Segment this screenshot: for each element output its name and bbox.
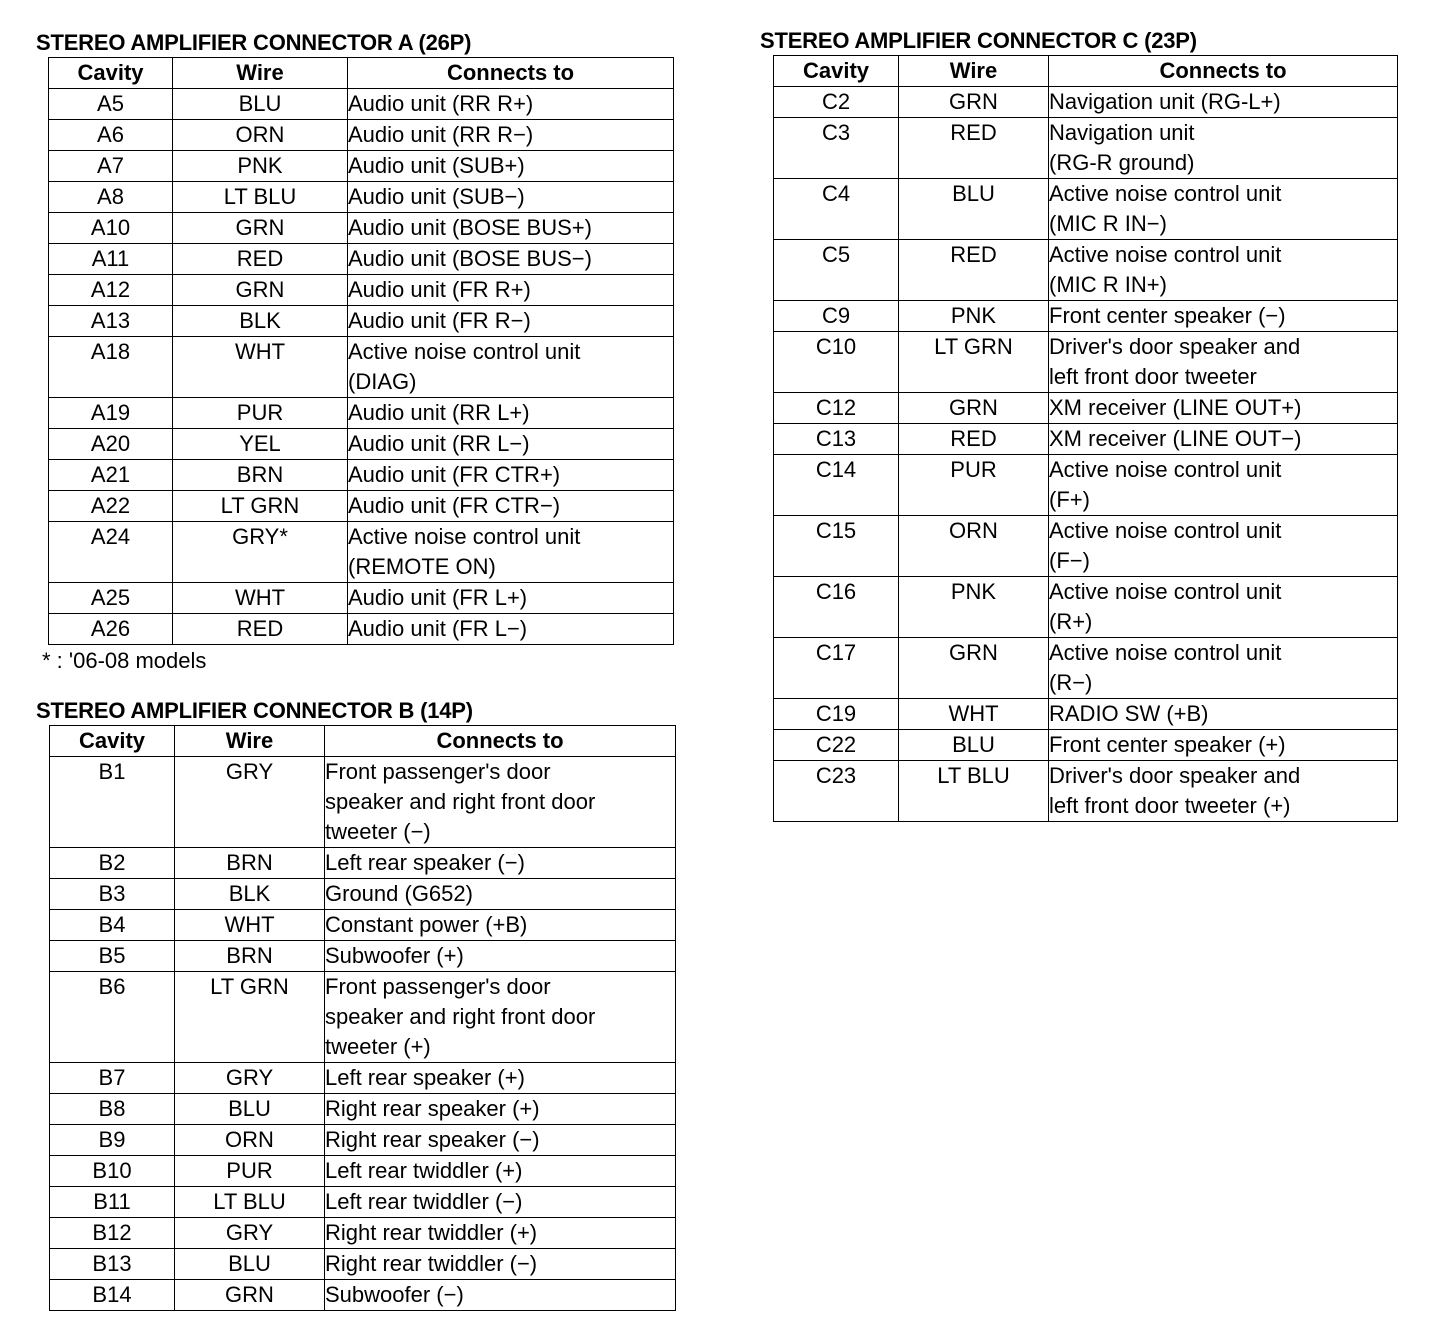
connects-to-line: left front door tweeter — [1049, 364, 1257, 389]
table-row — [49, 151, 674, 182]
table-row — [774, 424, 1398, 455]
table-row — [49, 337, 674, 398]
wire-cell: ORN — [899, 516, 1049, 577]
cavity-cell: C3 — [774, 118, 899, 179]
wire-cell: RED — [899, 424, 1049, 455]
table-row — [774, 730, 1398, 761]
connects-to-cell — [1049, 455, 1398, 516]
table-header-row — [774, 56, 1398, 87]
connects-to-line: Active noise control unit — [348, 339, 581, 364]
wire-cell: LT GRN — [173, 491, 348, 522]
header-wire: Wire — [173, 58, 348, 89]
wire-cell: GRY — [175, 1218, 325, 1249]
connects-to-line: Right rear twiddler (+) — [325, 1220, 538, 1245]
wire-cell: RED — [173, 244, 348, 275]
connects-to-line: Audio unit (RR R−) — [348, 122, 534, 147]
connects-to-line: Audio unit (BOSE BUS−) — [348, 246, 592, 271]
table-row — [774, 118, 1398, 179]
connector-c-title: STEREO AMPLIFIER CONNECTOR C (23P) — [760, 28, 1197, 53]
connects-to-cell — [325, 910, 676, 941]
wire-cell: GRN — [175, 1280, 325, 1311]
table-row — [50, 1187, 676, 1218]
header-cavity: Cavity — [50, 726, 175, 757]
connects-to-cell — [348, 275, 674, 306]
connects-to-line: tweeter (−) — [325, 819, 431, 844]
cavity-cell: B4 — [50, 910, 175, 941]
connects-to-cell — [1049, 577, 1398, 638]
connects-to-cell — [1049, 516, 1398, 577]
table-header-row — [49, 58, 674, 89]
wire-cell: BLU — [175, 1249, 325, 1280]
connects-to-cell — [348, 398, 674, 429]
connects-to-cell — [325, 757, 676, 848]
connects-to-cell — [1049, 301, 1398, 332]
connects-to-line: Active noise control unit — [1049, 242, 1282, 267]
cavity-cell: B6 — [50, 972, 175, 1063]
connects-to-line: RADIO SW (+B) — [1049, 701, 1209, 726]
table-row — [774, 455, 1398, 516]
wire-cell: GRN — [899, 87, 1049, 118]
connects-to-cell — [348, 306, 674, 337]
connects-to-line: (R+) — [1049, 609, 1093, 634]
table-row — [49, 398, 674, 429]
wire-cell: PNK — [899, 301, 1049, 332]
connects-to-line: Left rear speaker (−) — [325, 850, 525, 875]
table-row — [50, 910, 676, 941]
connects-to-cell — [348, 120, 674, 151]
connector-b-rows — [50, 757, 676, 1311]
connects-to-cell — [348, 337, 674, 398]
connects-to-cell — [348, 522, 674, 583]
connects-to-line: (F−) — [1049, 548, 1090, 573]
wire-cell: WHT — [899, 699, 1049, 730]
connects-to-line: (MIC R IN+) — [1049, 272, 1167, 297]
connects-to-cell — [1049, 761, 1398, 822]
table-row — [774, 699, 1398, 730]
connector-c-section — [760, 28, 1398, 822]
wire-cell: BLU — [173, 89, 348, 120]
table-row — [49, 244, 674, 275]
connects-to-cell — [1049, 332, 1398, 393]
connects-to-cell — [1049, 393, 1398, 424]
connects-to-line: Ground (G652) — [325, 881, 473, 906]
connects-to-line: Subwoofer (+) — [325, 943, 464, 968]
wire-cell: BLU — [899, 730, 1049, 761]
cavity-cell: B7 — [50, 1063, 175, 1094]
wire-cell: BLK — [175, 879, 325, 910]
connects-to-line: XM receiver (LINE OUT+) — [1049, 395, 1302, 420]
cavity-cell: A10 — [49, 213, 173, 244]
header-wire: Wire — [175, 726, 325, 757]
table-row — [50, 848, 676, 879]
cavity-cell: B14 — [50, 1280, 175, 1311]
cavity-cell: B9 — [50, 1125, 175, 1156]
cavity-cell: B8 — [50, 1094, 175, 1125]
connects-to-cell — [1049, 424, 1398, 455]
table-row — [50, 1218, 676, 1249]
cavity-cell: C14 — [774, 455, 899, 516]
connects-to-cell — [1049, 87, 1398, 118]
wire-cell: PUR — [899, 455, 1049, 516]
cavity-cell: A12 — [49, 275, 173, 306]
connector-b-section — [36, 698, 676, 1311]
wire-cell: LT BLU — [173, 182, 348, 213]
wire-cell: ORN — [173, 120, 348, 151]
connector-b-title: STEREO AMPLIFIER CONNECTOR B (14P) — [36, 698, 473, 723]
connects-to-line: (F+) — [1049, 487, 1090, 512]
cavity-cell: A5 — [49, 89, 173, 120]
connects-to-cell — [348, 244, 674, 275]
wire-cell: GRN — [899, 638, 1049, 699]
table-row — [49, 120, 674, 151]
wire-cell: GRY — [175, 1063, 325, 1094]
cavity-cell: A18 — [49, 337, 173, 398]
connects-to-line: Audio unit (SUB+) — [348, 153, 525, 178]
cavity-cell: A6 — [49, 120, 173, 151]
cavity-cell: B11 — [50, 1187, 175, 1218]
connects-to-line: Right rear speaker (−) — [325, 1127, 540, 1152]
table-row — [774, 301, 1398, 332]
table-row — [49, 460, 674, 491]
wire-cell: PNK — [899, 577, 1049, 638]
wire-cell: BRN — [173, 460, 348, 491]
connects-to-cell — [348, 151, 674, 182]
connects-to-cell — [325, 1280, 676, 1311]
connects-to-cell — [1049, 118, 1398, 179]
footnote: * : '06-08 models — [42, 648, 207, 673]
cavity-cell: C2 — [774, 87, 899, 118]
connects-to-line: (R−) — [1049, 670, 1093, 695]
table-row — [50, 1249, 676, 1280]
connects-to-cell — [348, 583, 674, 614]
connects-to-cell — [325, 1063, 676, 1094]
cavity-cell: A20 — [49, 429, 173, 460]
wire-cell: RED — [173, 614, 348, 645]
cavity-cell: B13 — [50, 1249, 175, 1280]
wire-cell: PUR — [173, 398, 348, 429]
wire-cell: PNK — [173, 151, 348, 182]
table-row — [50, 1280, 676, 1311]
cavity-cell: C12 — [774, 393, 899, 424]
connects-to-cell — [348, 89, 674, 120]
connects-to-cell — [325, 1156, 676, 1187]
cavity-cell: C4 — [774, 179, 899, 240]
header-connects-to: Connects to — [1049, 56, 1398, 87]
table-row — [50, 757, 676, 848]
cavity-cell: C16 — [774, 577, 899, 638]
header-connects-to: Connects to — [348, 58, 674, 89]
connects-to-line: Audio unit (RR L−) — [348, 431, 530, 456]
connects-to-cell — [325, 848, 676, 879]
table-row — [774, 240, 1398, 301]
cavity-cell: A19 — [49, 398, 173, 429]
connects-to-line: Audio unit (SUB−) — [348, 184, 525, 209]
cavity-cell: B12 — [50, 1218, 175, 1249]
cavity-cell: A24 — [49, 522, 173, 583]
connects-to-line: Audio unit (FR CTR+) — [348, 462, 561, 487]
connects-to-line: Subwoofer (−) — [325, 1282, 464, 1307]
connects-to-line: (REMOTE ON) — [348, 554, 496, 579]
cavity-cell: C10 — [774, 332, 899, 393]
cavity-cell: A21 — [49, 460, 173, 491]
connects-to-line: Right rear speaker (+) — [325, 1096, 540, 1121]
table-row — [50, 1156, 676, 1187]
connects-to-line: Audio unit (RR L+) — [348, 400, 530, 425]
connects-to-cell — [348, 460, 674, 491]
connects-to-line: (RG-R ground) — [1049, 150, 1195, 175]
connects-to-line: speaker and right front door — [325, 1004, 596, 1029]
cavity-cell: C15 — [774, 516, 899, 577]
table-row — [774, 638, 1398, 699]
connects-to-line: Front center speaker (−) — [1049, 303, 1286, 328]
connects-to-line: Audio unit (FR R+) — [348, 277, 531, 302]
wire-cell: BRN — [175, 848, 325, 879]
connects-to-line: Driver's door speaker and — [1049, 763, 1301, 788]
connects-to-line: Active noise control unit — [1049, 518, 1282, 543]
connects-to-cell — [1049, 179, 1398, 240]
header-cavity: Cavity — [774, 56, 899, 87]
connects-to-line: Active noise control unit — [1049, 640, 1282, 665]
cavity-cell: A7 — [49, 151, 173, 182]
connector-a-table — [48, 57, 674, 645]
cavity-cell: B1 — [50, 757, 175, 848]
table-row — [774, 332, 1398, 393]
table-row — [50, 941, 676, 972]
connects-to-cell — [325, 972, 676, 1063]
connects-to-cell — [1049, 240, 1398, 301]
header-cavity: Cavity — [49, 58, 173, 89]
connects-to-line: Active noise control unit — [1049, 579, 1282, 604]
connects-to-cell — [325, 1187, 676, 1218]
table-row — [49, 522, 674, 583]
cavity-cell: C5 — [774, 240, 899, 301]
wire-cell: BLU — [899, 179, 1049, 240]
connects-to-line: Navigation unit (RG-L+) — [1049, 89, 1281, 114]
connects-to-cell — [348, 429, 674, 460]
wire-cell: LT BLU — [899, 761, 1049, 822]
connects-to-line: Front center speaker (+) — [1049, 732, 1286, 757]
connects-to-cell — [325, 1218, 676, 1249]
table-row — [49, 213, 674, 244]
connects-to-cell — [1049, 699, 1398, 730]
table-row — [49, 275, 674, 306]
wire-cell: YEL — [173, 429, 348, 460]
cavity-cell: B3 — [50, 879, 175, 910]
table-row — [50, 972, 676, 1063]
table-row — [774, 393, 1398, 424]
wire-cell: BLU — [175, 1094, 325, 1125]
connects-to-line: Active noise control unit — [348, 524, 581, 549]
connects-to-line: XM receiver (LINE OUT−) — [1049, 426, 1302, 451]
connects-to-line: tweeter (+) — [325, 1034, 431, 1059]
connects-to-line: Audio unit (FR L−) — [348, 616, 528, 641]
connects-to-line: Navigation unit — [1049, 120, 1195, 145]
connects-to-line: Audio unit (RR R+) — [348, 91, 534, 116]
table-row — [774, 179, 1398, 240]
wire-cell: WHT — [175, 910, 325, 941]
wire-cell: GRN — [899, 393, 1049, 424]
table-row — [50, 1094, 676, 1125]
connects-to-line: Left rear twiddler (+) — [325, 1158, 523, 1183]
cavity-cell: A11 — [49, 244, 173, 275]
table-row — [50, 1063, 676, 1094]
cavity-cell: B5 — [50, 941, 175, 972]
connects-to-cell — [325, 1094, 676, 1125]
connects-to-line: Audio unit (FR CTR−) — [348, 493, 561, 518]
cavity-cell: C19 — [774, 699, 899, 730]
connects-to-line: left front door tweeter (+) — [1049, 793, 1291, 818]
header-wire: Wire — [899, 56, 1049, 87]
connects-to-line: Active noise control unit — [1049, 181, 1282, 206]
connects-to-line: Driver's door speaker and — [1049, 334, 1301, 359]
table-row — [49, 182, 674, 213]
connector-c-rows — [774, 87, 1398, 822]
connects-to-line: (DIAG) — [348, 369, 417, 394]
connects-to-cell — [1049, 638, 1398, 699]
connects-to-line: speaker and right front door — [325, 789, 596, 814]
wire-cell: GRY* — [173, 522, 348, 583]
cavity-cell: C22 — [774, 730, 899, 761]
cavity-cell: C17 — [774, 638, 899, 699]
connects-to-line: Active noise control unit — [1049, 457, 1282, 482]
table-row — [50, 1125, 676, 1156]
connects-to-line: Left rear speaker (+) — [325, 1065, 525, 1090]
wire-cell: RED — [899, 118, 1049, 179]
wire-cell: GRN — [173, 213, 348, 244]
connects-to-cell — [325, 1125, 676, 1156]
cavity-cell: C9 — [774, 301, 899, 332]
connector-b-table — [49, 725, 676, 1311]
header-connects-to: Connects to — [325, 726, 676, 757]
connects-to-cell — [348, 182, 674, 213]
table-row — [774, 87, 1398, 118]
cavity-cell: A26 — [49, 614, 173, 645]
wire-cell: LT GRN — [899, 332, 1049, 393]
connects-to-cell — [325, 879, 676, 910]
wire-cell: BRN — [175, 941, 325, 972]
wire-cell: GRN — [173, 275, 348, 306]
cavity-cell: A25 — [49, 583, 173, 614]
connects-to-line: Audio unit (FR L+) — [348, 585, 528, 610]
table-row — [49, 306, 674, 337]
connector-a-section — [36, 30, 674, 675]
connects-to-cell — [348, 213, 674, 244]
table-row — [50, 879, 676, 910]
cavity-cell: A8 — [49, 182, 173, 213]
wire-cell: GRY — [175, 757, 325, 848]
table-row — [49, 614, 674, 645]
connects-to-cell — [1049, 730, 1398, 761]
connects-to-line: (MIC R IN−) — [1049, 211, 1167, 236]
cavity-cell: A22 — [49, 491, 173, 522]
connector-c-table — [773, 55, 1398, 822]
table-row — [774, 516, 1398, 577]
table-row — [49, 491, 674, 522]
cavity-cell: A13 — [49, 306, 173, 337]
wire-cell: PUR — [175, 1156, 325, 1187]
connects-to-line: Front passenger's door — [325, 759, 551, 784]
cavity-cell: B10 — [50, 1156, 175, 1187]
connects-to-line: Audio unit (FR R−) — [348, 308, 531, 333]
table-header-row — [50, 726, 676, 757]
connects-to-line: Constant power (+B) — [325, 912, 528, 937]
connects-to-cell — [348, 491, 674, 522]
connects-to-line: Right rear twiddler (−) — [325, 1251, 538, 1276]
table-row — [774, 761, 1398, 822]
wire-cell: LT BLU — [175, 1187, 325, 1218]
connects-to-cell — [325, 1249, 676, 1280]
connector-a-title: STEREO AMPLIFIER CONNECTOR A (26P) — [36, 30, 472, 55]
cavity-cell: C23 — [774, 761, 899, 822]
wire-cell: LT GRN — [175, 972, 325, 1063]
wire-cell: WHT — [173, 337, 348, 398]
cavity-cell: C13 — [774, 424, 899, 455]
wire-cell: ORN — [175, 1125, 325, 1156]
connects-to-line: Left rear twiddler (−) — [325, 1189, 523, 1214]
wire-cell: BLK — [173, 306, 348, 337]
table-row — [49, 429, 674, 460]
connects-to-cell — [325, 941, 676, 972]
connects-to-line: Audio unit (BOSE BUS+) — [348, 215, 592, 240]
table-row — [49, 89, 674, 120]
table-row — [774, 577, 1398, 638]
wire-cell: WHT — [173, 583, 348, 614]
wire-cell: RED — [899, 240, 1049, 301]
table-row — [49, 583, 674, 614]
connects-to-line: Front passenger's door — [325, 974, 551, 999]
connector-a-rows — [49, 89, 674, 645]
cavity-cell: B2 — [50, 848, 175, 879]
connects-to-cell — [348, 614, 674, 645]
